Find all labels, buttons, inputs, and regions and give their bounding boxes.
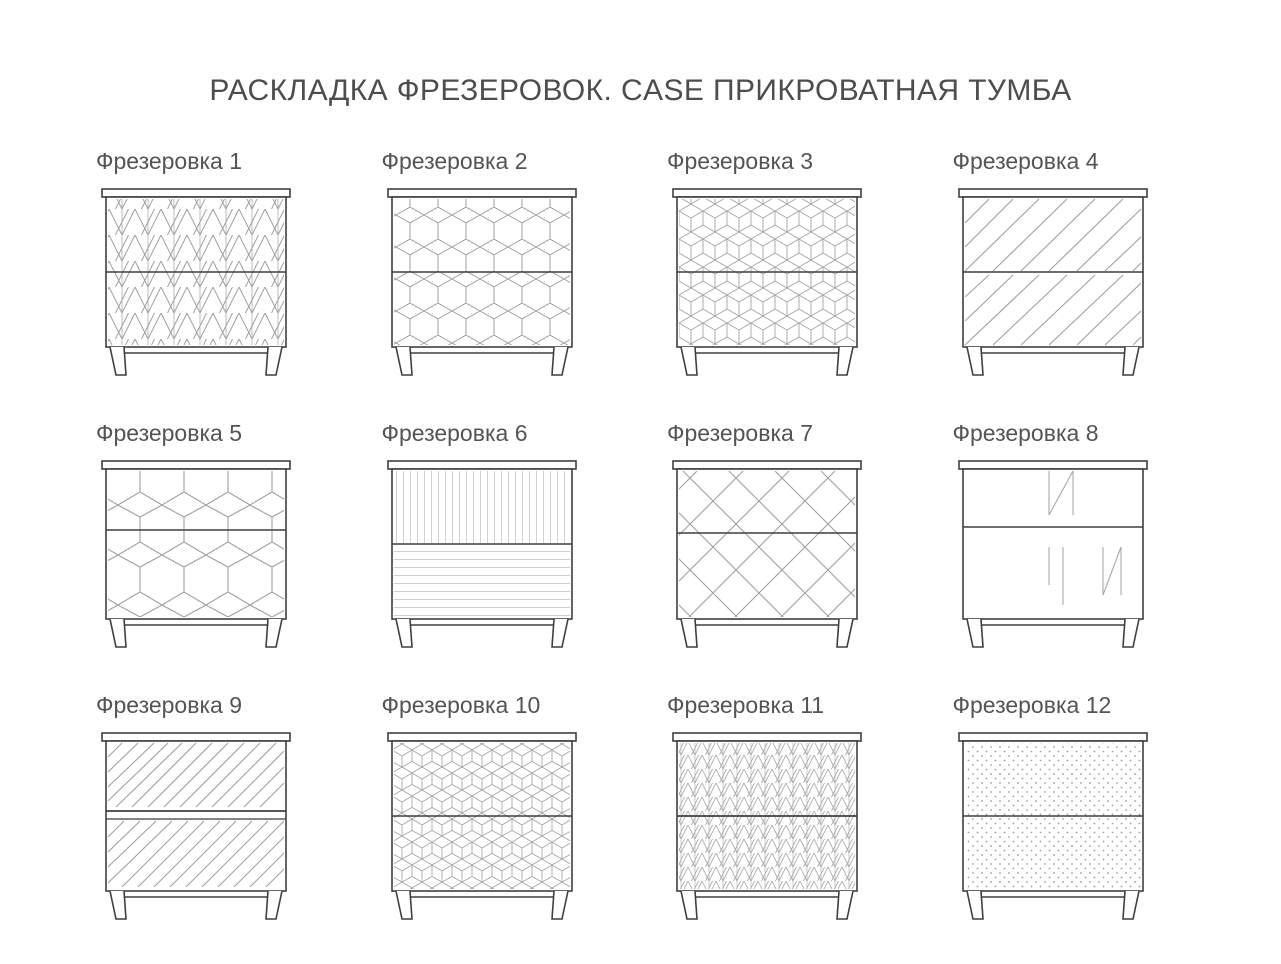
cabinet-cell [78, 692, 352, 964]
cabinet-label: Фрезеровка 2 [381, 148, 528, 174]
cabinet-label: Фрезеровка 11 [667, 692, 825, 718]
cabinet-drawing-small-chevron-dense [667, 727, 867, 925]
cabinet-label: Фрезеровка 6 [381, 420, 528, 446]
cabinet-drawing-hexagon-small [382, 183, 582, 381]
cabinet-label: Фрезеровка 7 [667, 420, 813, 446]
cabinet-drawing-diagonal-stripes-wide [96, 727, 296, 925]
cabinet-drawing-diagonal-herringbone-large [953, 183, 1153, 381]
cabinet-cell [935, 692, 1209, 964]
page-title: РАСКЛАДКА ФРЕЗЕРОВОК. CASE ПРИКРОВАТНАЯ ТУМБА [209, 74, 1072, 107]
cabinet-label: Фрезеровка 3 [667, 148, 813, 174]
cabinet-cell [649, 692, 923, 964]
cabinet-cell [935, 148, 1209, 420]
cabinet-drawing-hexagon-large [96, 455, 296, 653]
cabinet-drawing-sparse-diagonals [953, 455, 1153, 653]
cabinet-cell [364, 420, 638, 692]
cabinet-cell [78, 148, 352, 420]
cabinet-cell [649, 420, 923, 692]
cabinet-drawing-large-diamond-lattice [667, 455, 867, 653]
cabinet-drawing-chevron-zigzag [96, 183, 296, 381]
cabinet-label: Фрезеровка 4 [952, 148, 1099, 174]
cabinet-label: Фрезеровка 1 [96, 148, 242, 174]
cabinet-drawing-diamond-cube [667, 183, 867, 381]
cabinet-label: Фрезеровка 12 [952, 692, 1112, 718]
cabinet-label: Фрезеровка 5 [96, 420, 242, 446]
cabinet-drawing-dotted-texture [953, 727, 1153, 925]
cabinet-cell [364, 692, 638, 964]
cabinet-cell [364, 148, 638, 420]
cabinet-cell [649, 148, 923, 420]
cabinet-cell [78, 420, 352, 692]
cabinet-drawing-vertical-horizontal-slats [382, 455, 582, 653]
cabinet-label: Фрезеровка 9 [96, 692, 242, 718]
cabinet-drawing-isometric-cubes [382, 727, 582, 925]
cabinet-label: Фрезеровка 8 [952, 420, 1099, 446]
cabinet-label: Фрезеровка 10 [381, 692, 541, 718]
cabinet-grid [78, 148, 1208, 964]
cabinet-cell [935, 420, 1209, 692]
